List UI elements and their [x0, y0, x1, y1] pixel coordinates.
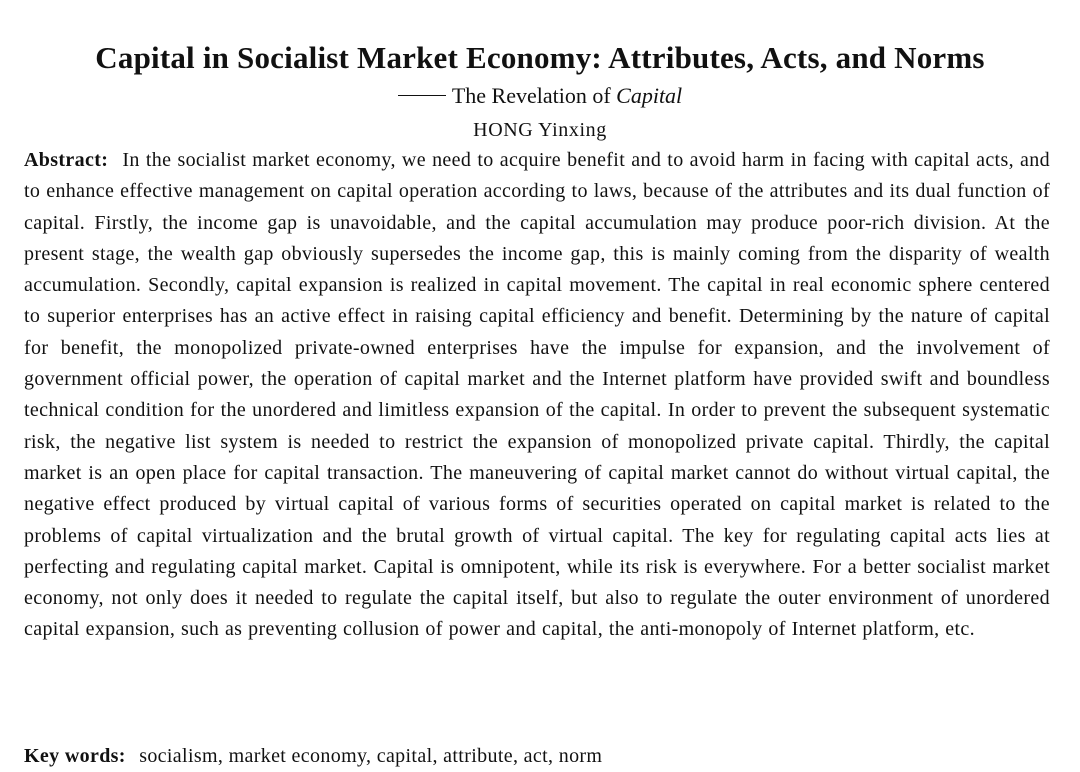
- paper-title: Capital in Socialist Market Economy: Attributes, Acts, and Norms: [95, 40, 985, 75]
- keywords-text: socialism, market economy, capital, attribute, act, norm: [139, 745, 603, 767]
- abstract-text: In the socialist market economy, we need to acquire benefit and to avoid harm in facing with capital acts, and to enhance effective management on capital operation according to laws, because of the attributes and its dual function of capital. Firstly, the income gap is unavoidable, and the capital accumulation may produce poor-rich division. At the present stage, the wealth gap obviously supersedes the income gap, this is mainly coming from the disparity of wealth accumulation. Secondly, capital expansion is realized in capital movement. The capital in real economic sphere centered to superior enterprises has an active effect in raising capital efficiency and benefit. Determining by the nature of capital for benefit, the monopolized private-owned enterprises have the impulse for expansion, and the involvement of government official power, the operation of capital market and the Internet platform have provided swift and boundless technical condition for the unordered and limitless expansion of the capital. In order to prevent the subsequent systematic risk, the negative list system is needed to restrict the expansion of monopolized private capital. Thirdly, the capital market is an open place for capital transaction. The maneuvering of capital market cannot do without virtual capital, the negative effect produced by virtual capital of various forms of securities operated on capital market is related to the problems of capital virtualization and the brutal growth of virtual capital. The key for regulating capital acts lies at perfecting and regulating capital market. Capital is omnipotent, while its risk is everywhere. For a better socialist market economy, not only does it needed to regulate the capital itself, but also to regulate the outer environment of unordered capital expansion, such as preventing collusion of power and capital, the anti-monopoly of Internet platform, etc.: [24, 149, 1050, 641]
- subtitle-prefix: The Revelation of: [451, 83, 617, 108]
- keywords-line: [24, 741, 1050, 771]
- subtitle-italic: Capital: [616, 83, 683, 108]
- author-name: HONG Yinxing: [473, 119, 607, 141]
- abstract-paragraph: [24, 145, 1050, 646]
- keywords-label: Key words:: [24, 745, 126, 767]
- abstract-label: Abstract:: [24, 149, 109, 171]
- paper-subtitle: [0, 82, 1080, 110]
- subtitle-dash: [398, 95, 446, 96]
